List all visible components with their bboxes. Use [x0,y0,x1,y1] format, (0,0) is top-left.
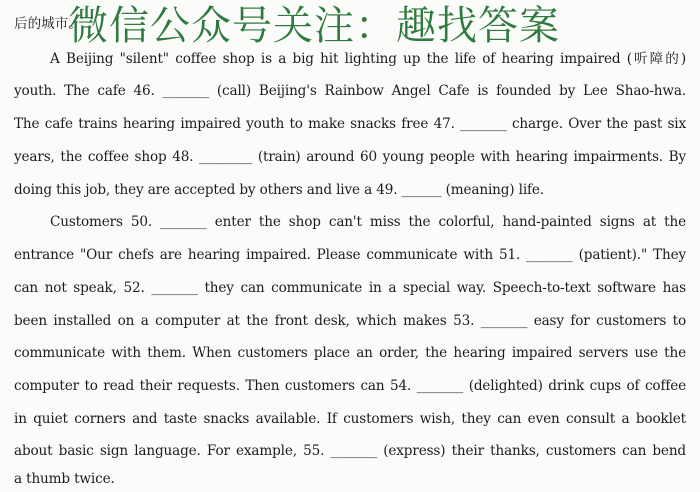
previous-text-fragment: 后的城市。 [14,16,82,32]
passage-line-13: about basic sign language. For example, 55. _______ (express) their thanks, customers can bend [14,443,686,459]
passage-line-1: A Beijing "silent" coffee shop is a big hit lighting up the life of hearing impaired (听障的) [50,51,686,67]
passage-line-7: entrance "Our chefs are hearing impaired. Please communicate with 51. _______ (patient)." They [14,247,686,263]
passage-line-2: youth. The cafe 46. _______ (call) Beijing's Rainbow Angel Cafe is founded by Lee Shao-hwa. [14,83,686,99]
passage-line-11: computer to read their requests. Then customers can 54. _______ (delighted) drink cups of coffee [14,378,686,394]
passage-line-14: a thumb twice. [14,471,115,487]
passage-line-4: years, the coffee shop 48. ________ (train) around 60 young people with hearing impairments. By [14,149,686,165]
passage-line-10: communicate with them. When customers place an order, the hearing impaired servers use the [14,345,686,361]
passage-line-6: Customers 50. _______ enter the shop can't miss the colorful, hand-painted signs at the [50,214,686,230]
passage-line-8: can not speak, 52. _______ they can communicate in a special way. Speech-to-text software has [14,280,686,296]
passage-line-3: The cafe trains hearing impaired youth to make snacks free 47. _______ charge. Over the past six [14,116,686,132]
passage-line-12: in quiet corners and taste snacks available. If customers wish, they can even consult a booklet [14,411,686,427]
passage-line-9: been installed on a computer at the front desk, which makes 53. _______ easy for customers to [14,313,686,329]
wechat-watermark: 微信公众号关注：趣找答案 [68,3,560,49]
passage-line-5: doing this job, they are accepted by others and live a 49. ______ (meaning) life. [14,182,544,198]
